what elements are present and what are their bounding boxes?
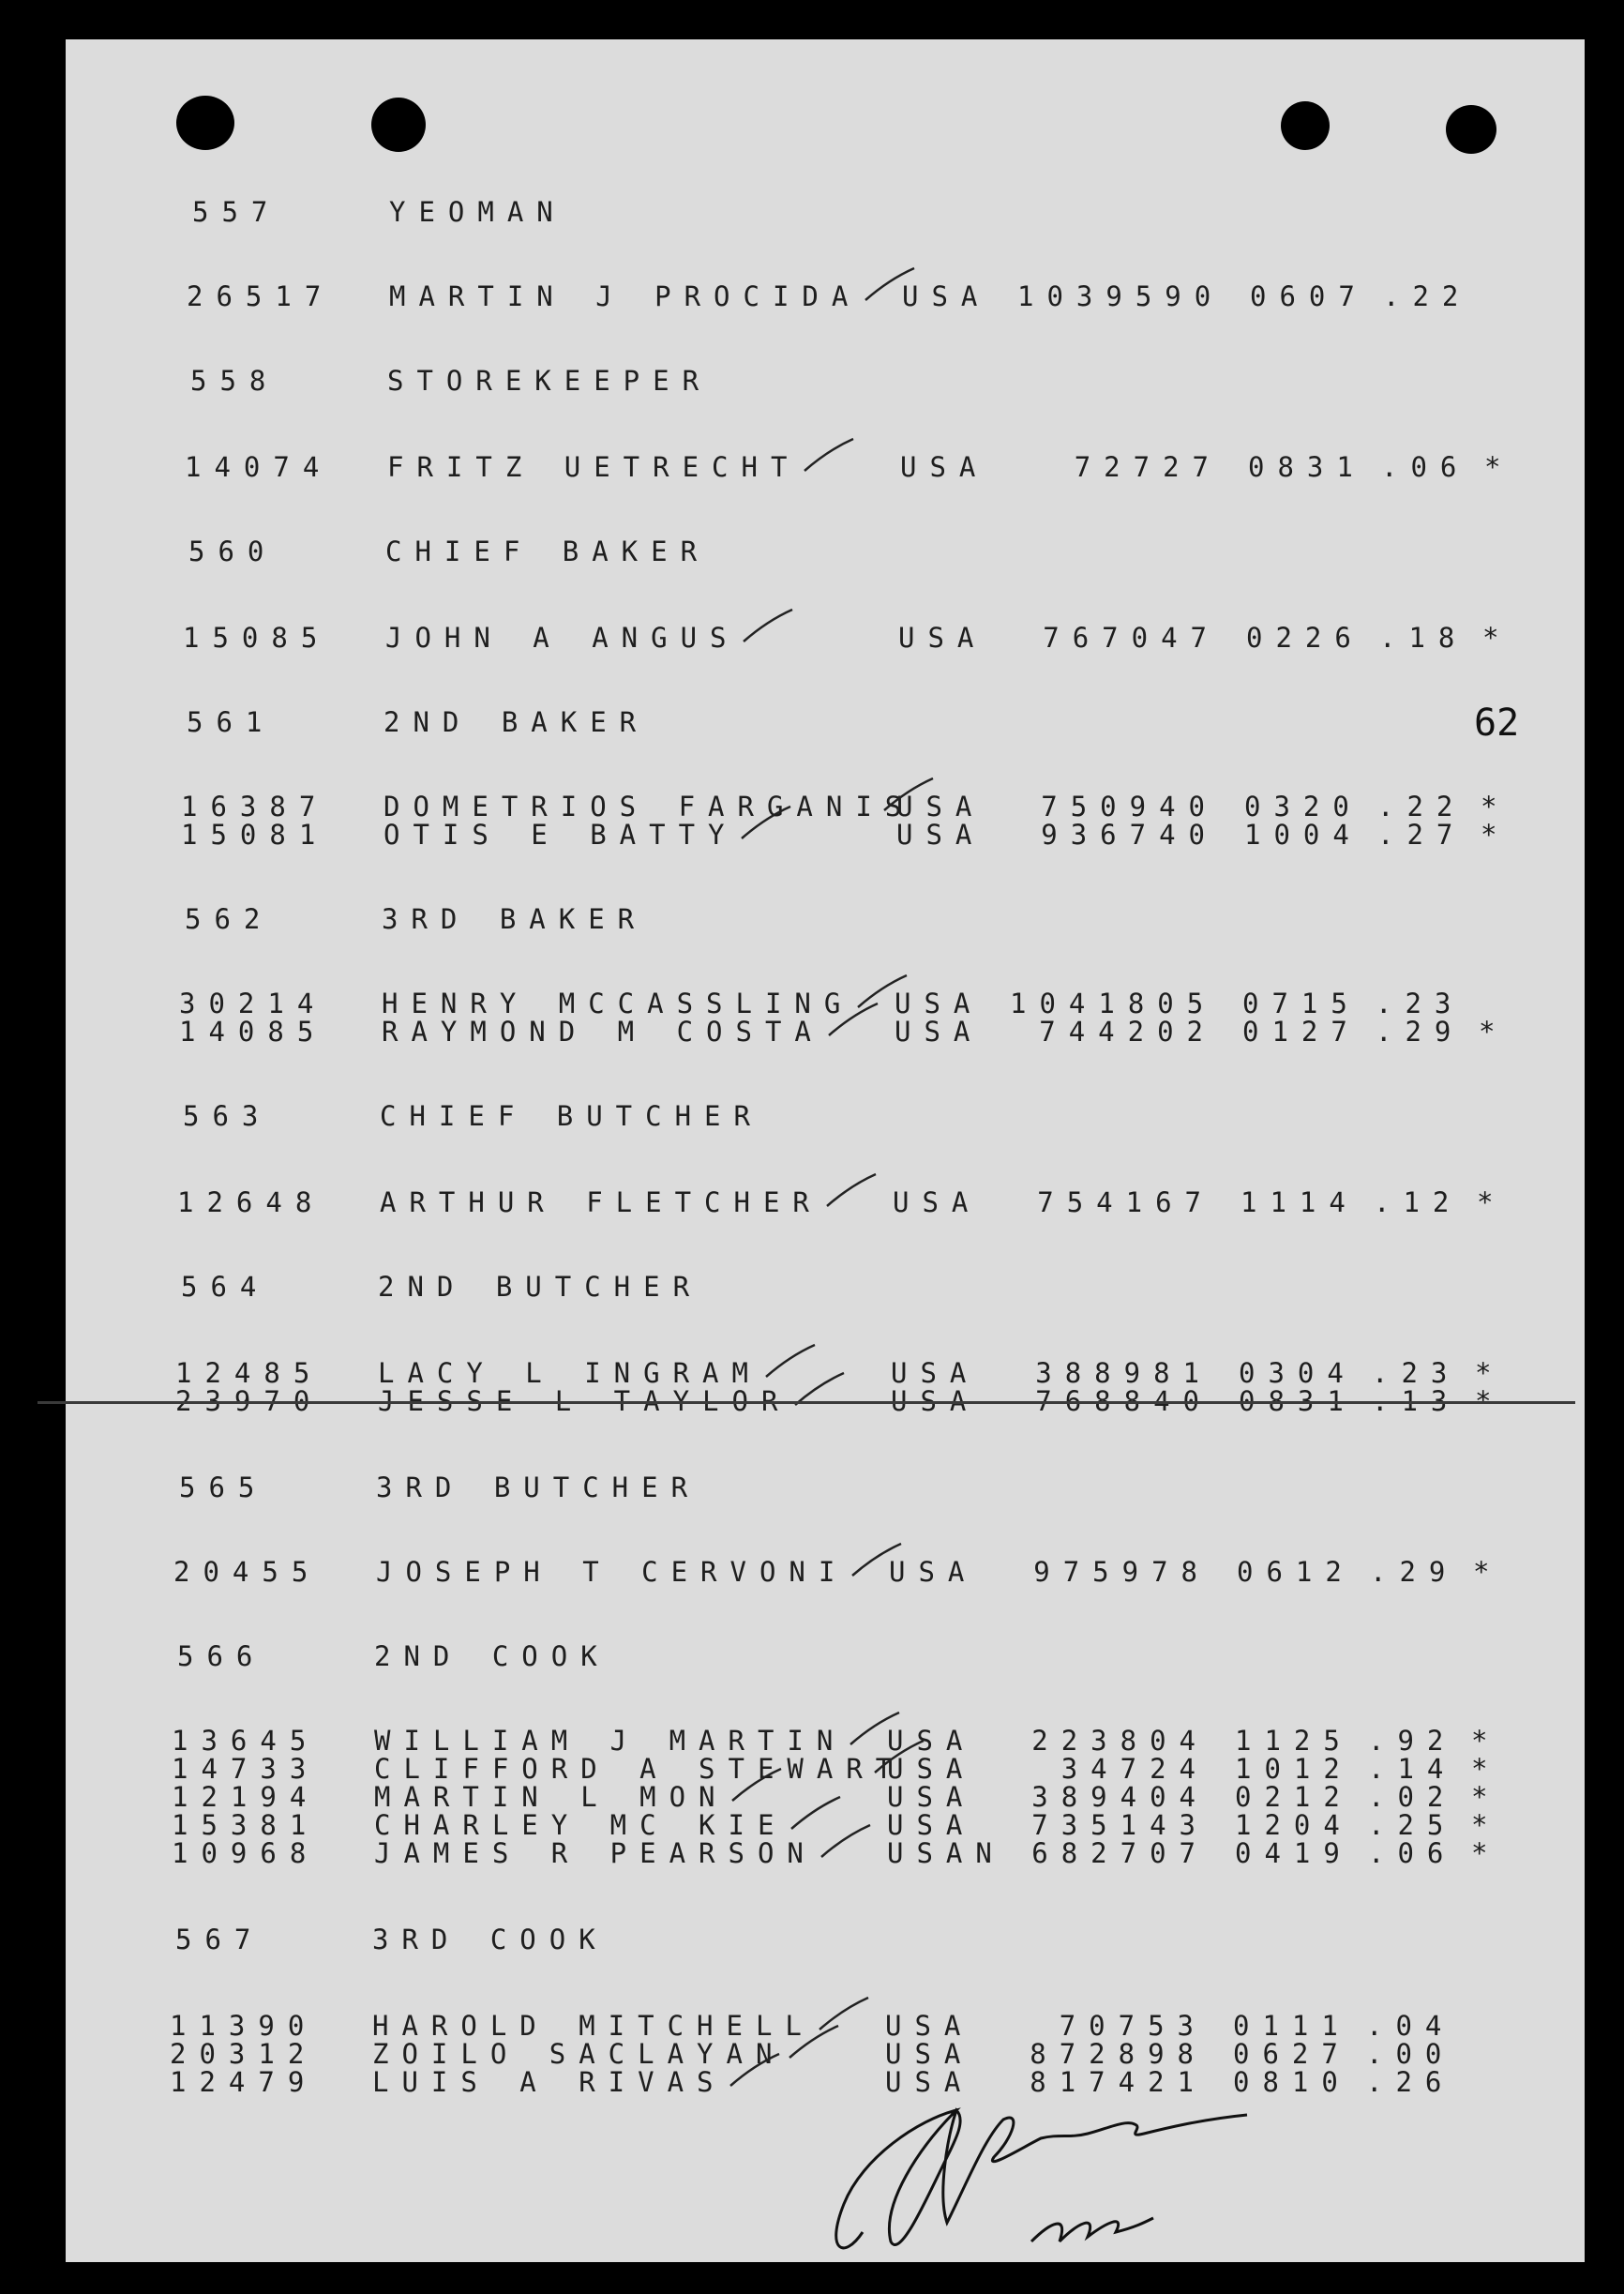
section-code: 563 — [183, 1100, 272, 1132]
check-mark — [729, 1767, 785, 1804]
rate: .27 — [1377, 819, 1466, 851]
date-code: 0304 — [1239, 1357, 1357, 1389]
seaman-name: OTIS E BATTY — [383, 819, 738, 851]
seaman-id: 16387 — [181, 791, 329, 823]
certificate-number: 682707 — [1031, 1837, 1209, 1869]
date-code: 0226 — [1246, 622, 1364, 654]
nationality: USA — [887, 1753, 976, 1785]
nationality: USA — [898, 622, 987, 654]
seaman-name: HENRY MCCASSLING — [382, 988, 854, 1019]
rate: .14 — [1368, 1753, 1457, 1785]
section-code: 557 — [192, 196, 281, 228]
section-code: 565 — [179, 1471, 268, 1503]
section-code: 564 — [181, 1271, 270, 1303]
section-title: CHIEF BAKER — [385, 536, 711, 567]
section-title: 3RD BAKER — [382, 903, 648, 935]
punch-hole — [371, 98, 426, 152]
asterisk-mark: * — [1475, 1385, 1505, 1417]
certificate-number: 388981 — [1035, 1357, 1212, 1389]
check-mark — [880, 777, 937, 814]
rate: .29 — [1370, 1556, 1459, 1588]
date-code: 0810 — [1233, 2066, 1351, 2098]
section-code: 562 — [185, 903, 274, 935]
check-mark — [871, 1739, 927, 1776]
check-mark — [818, 1823, 874, 1861]
rate: .22 — [1383, 280, 1472, 312]
asterisk-mark: * — [1471, 1753, 1501, 1785]
certificate-number: 1039590 — [1017, 280, 1225, 312]
seaman-name: HAROLD MITCHELL — [372, 2010, 815, 2042]
seaman-id: 13645 — [172, 1725, 320, 1757]
seaman-name: DOMETRIOS FARGANIS — [383, 791, 915, 823]
asterisk-mark: * — [1471, 1725, 1501, 1757]
rate: .23 — [1372, 1357, 1461, 1389]
date-code: 0612 — [1237, 1556, 1355, 1588]
nationality: USAN — [887, 1837, 1005, 1869]
check-mark — [862, 266, 918, 304]
certificate-number: 735143 — [1031, 1809, 1209, 1841]
seaman-name: RAYMOND M COSTA — [382, 1016, 824, 1048]
seaman-name: MARTIN L MON — [374, 1781, 729, 1813]
seaman-name: WILLIAM J MARTIN — [374, 1725, 847, 1757]
seaman-id: 14733 — [172, 1753, 320, 1785]
signature — [806, 2082, 1294, 2270]
rate: .06 — [1381, 451, 1470, 483]
section-title: 3RD COOK — [372, 1924, 609, 1955]
seaman-name: LUIS A RIVAS — [372, 2066, 727, 2098]
date-code: 0127 — [1242, 1016, 1361, 1048]
nationality: USA — [900, 451, 989, 483]
nationality: USA — [896, 819, 985, 851]
punch-hole — [1281, 101, 1330, 150]
nationality: USA — [891, 1357, 980, 1389]
rate: .12 — [1374, 1186, 1463, 1218]
certificate-number: 72727 — [1074, 451, 1222, 483]
asterisk-mark: * — [1471, 1809, 1501, 1841]
asterisk-mark: * — [1477, 1186, 1507, 1218]
seaman-name: JOHN A ANGUS — [385, 622, 740, 654]
nationality: USA — [885, 2010, 974, 2042]
seaman-id: 11390 — [170, 2010, 318, 2042]
check-mark — [786, 2024, 842, 2061]
rate: .06 — [1368, 1837, 1457, 1869]
document-page — [66, 39, 1585, 2262]
section-title: YEOMAN — [389, 196, 566, 228]
date-code: 0419 — [1235, 1837, 1353, 1869]
certificate-number: 975978 — [1033, 1556, 1210, 1588]
asterisk-mark: * — [1475, 1357, 1505, 1389]
nationality: USA — [895, 1016, 984, 1048]
seaman-name: ARTHUR FLETCHER — [380, 1186, 822, 1218]
date-code: 1125 — [1235, 1725, 1353, 1757]
rate: .02 — [1368, 1781, 1457, 1813]
nationality: USA — [891, 1385, 980, 1417]
certificate-number: 70753 — [1059, 2010, 1207, 2042]
certificate-number: 872898 — [1030, 2038, 1207, 2070]
check-mark — [825, 1002, 881, 1039]
nationality: USA — [887, 1809, 976, 1841]
section-title: 2ND BUTCHER — [378, 1271, 703, 1303]
rate: .23 — [1376, 988, 1465, 1019]
seaman-id: 20312 — [170, 2038, 318, 2070]
certificate-number: 389404 — [1031, 1781, 1209, 1813]
rate: .22 — [1377, 791, 1466, 823]
asterisk-mark: * — [1473, 1556, 1503, 1588]
strike-through-line — [38, 1401, 1575, 1404]
asterisk-mark: * — [1481, 819, 1511, 851]
certificate-number: 767047 — [1043, 622, 1220, 654]
seaman-name: CHARLEY MC KIE — [374, 1809, 788, 1841]
check-mark — [738, 805, 794, 842]
date-code: 1004 — [1244, 819, 1362, 851]
seaman-id: 12648 — [177, 1186, 325, 1218]
section-title: 2ND COOK — [374, 1640, 610, 1672]
section-code: 560 — [188, 536, 278, 567]
seaman-name: ZOILO SACLAYAN — [372, 2038, 786, 2070]
date-code: 0607 — [1250, 280, 1368, 312]
rate: .18 — [1379, 622, 1468, 654]
rate: .25 — [1368, 1809, 1457, 1841]
certificate-number: 744202 — [1039, 1016, 1216, 1048]
section-title: STOREKEEPER — [387, 365, 713, 397]
seaman-id: 30214 — [179, 988, 327, 1019]
asterisk-mark: * — [1484, 451, 1514, 483]
nationality: USA — [885, 2038, 974, 2070]
seaman-id: 10968 — [172, 1837, 320, 1869]
date-code: 1204 — [1235, 1809, 1353, 1841]
rate: .29 — [1376, 1016, 1465, 1048]
section-title: CHIEF BUTCHER — [380, 1100, 763, 1132]
date-code: 0831 — [1239, 1385, 1357, 1417]
seaman-id: 14074 — [185, 451, 333, 483]
nationality: USA — [893, 1186, 982, 1218]
seaman-id: 14085 — [179, 1016, 327, 1048]
asterisk-mark: * — [1481, 791, 1511, 823]
section-code: 561 — [187, 706, 276, 738]
nationality: USA — [895, 988, 984, 1019]
date-code: 1012 — [1235, 1753, 1353, 1785]
nationality: USA — [887, 1781, 976, 1813]
date-code: 0831 — [1248, 451, 1366, 483]
seaman-id: 12485 — [175, 1357, 323, 1389]
check-mark — [727, 2052, 783, 2090]
nationality: USA — [885, 2066, 974, 2098]
seaman-id: 20455 — [173, 1556, 322, 1588]
certificate-number: 768840 — [1035, 1385, 1212, 1417]
seaman-id: 26517 — [187, 280, 335, 312]
seaman-id: 15381 — [172, 1809, 320, 1841]
date-code: 0111 — [1233, 2010, 1351, 2042]
section-code: 566 — [177, 1640, 266, 1672]
certificate-number: 754167 — [1037, 1186, 1214, 1218]
rate: .26 — [1366, 2066, 1455, 2098]
nationality: USA — [887, 1725, 976, 1757]
seaman-id: 23970 — [175, 1385, 323, 1417]
asterisk-mark: * — [1479, 1016, 1509, 1048]
punch-hole — [176, 96, 234, 150]
rate: .04 — [1366, 2010, 1455, 2042]
date-code: 1114 — [1241, 1186, 1359, 1218]
date-code: 0715 — [1242, 988, 1361, 1019]
seaman-name: JESSE L TAYLOR — [378, 1385, 791, 1417]
date-code: 0212 — [1235, 1781, 1353, 1813]
nationality: USA — [896, 791, 985, 823]
page-number: 62 — [1474, 702, 1520, 745]
rate: .00 — [1366, 2038, 1455, 2070]
nationality: USA — [889, 1556, 978, 1588]
check-mark — [801, 437, 857, 475]
rate: .13 — [1372, 1385, 1461, 1417]
asterisk-mark: * — [1471, 1781, 1501, 1813]
certificate-number: 1041805 — [1010, 988, 1217, 1019]
seaman-name: CLIFFORD A STEWART — [374, 1753, 906, 1785]
check-mark — [823, 1172, 880, 1210]
check-mark — [740, 608, 796, 645]
section-title: 3RD BUTCHER — [376, 1471, 701, 1503]
asterisk-mark: * — [1482, 622, 1512, 654]
punch-hole — [1446, 105, 1496, 154]
section-title: 2ND BAKER — [383, 706, 650, 738]
seaman-name: FRITZ UETRECHT — [387, 451, 801, 483]
seaman-name: JOSEPH T CERVONI — [376, 1556, 849, 1588]
certificate-number: 817421 — [1030, 2066, 1207, 2098]
section-code: 567 — [175, 1924, 264, 1955]
section-code: 558 — [190, 365, 279, 397]
seaman-id: 15081 — [181, 819, 329, 851]
seaman-id: 12194 — [172, 1781, 320, 1813]
rate: .92 — [1368, 1725, 1457, 1757]
seaman-name: MARTIN J PROCIDA — [389, 280, 862, 312]
certificate-number: 750940 — [1041, 791, 1218, 823]
nationality: USA — [902, 280, 991, 312]
seaman-id: 12479 — [170, 2066, 318, 2098]
asterisk-mark: * — [1471, 1837, 1501, 1869]
date-code: 0320 — [1244, 791, 1362, 823]
seaman-name: LACY L INGRAM — [378, 1357, 761, 1389]
check-mark — [849, 1542, 905, 1579]
seaman-name: JAMES R PEARSON — [374, 1837, 817, 1869]
certificate-number: 936740 — [1041, 819, 1218, 851]
certificate-number: 223804 — [1031, 1725, 1209, 1757]
date-code: 0627 — [1233, 2038, 1351, 2070]
certificate-number: 34724 — [1060, 1753, 1209, 1785]
seaman-id: 15085 — [183, 622, 331, 654]
